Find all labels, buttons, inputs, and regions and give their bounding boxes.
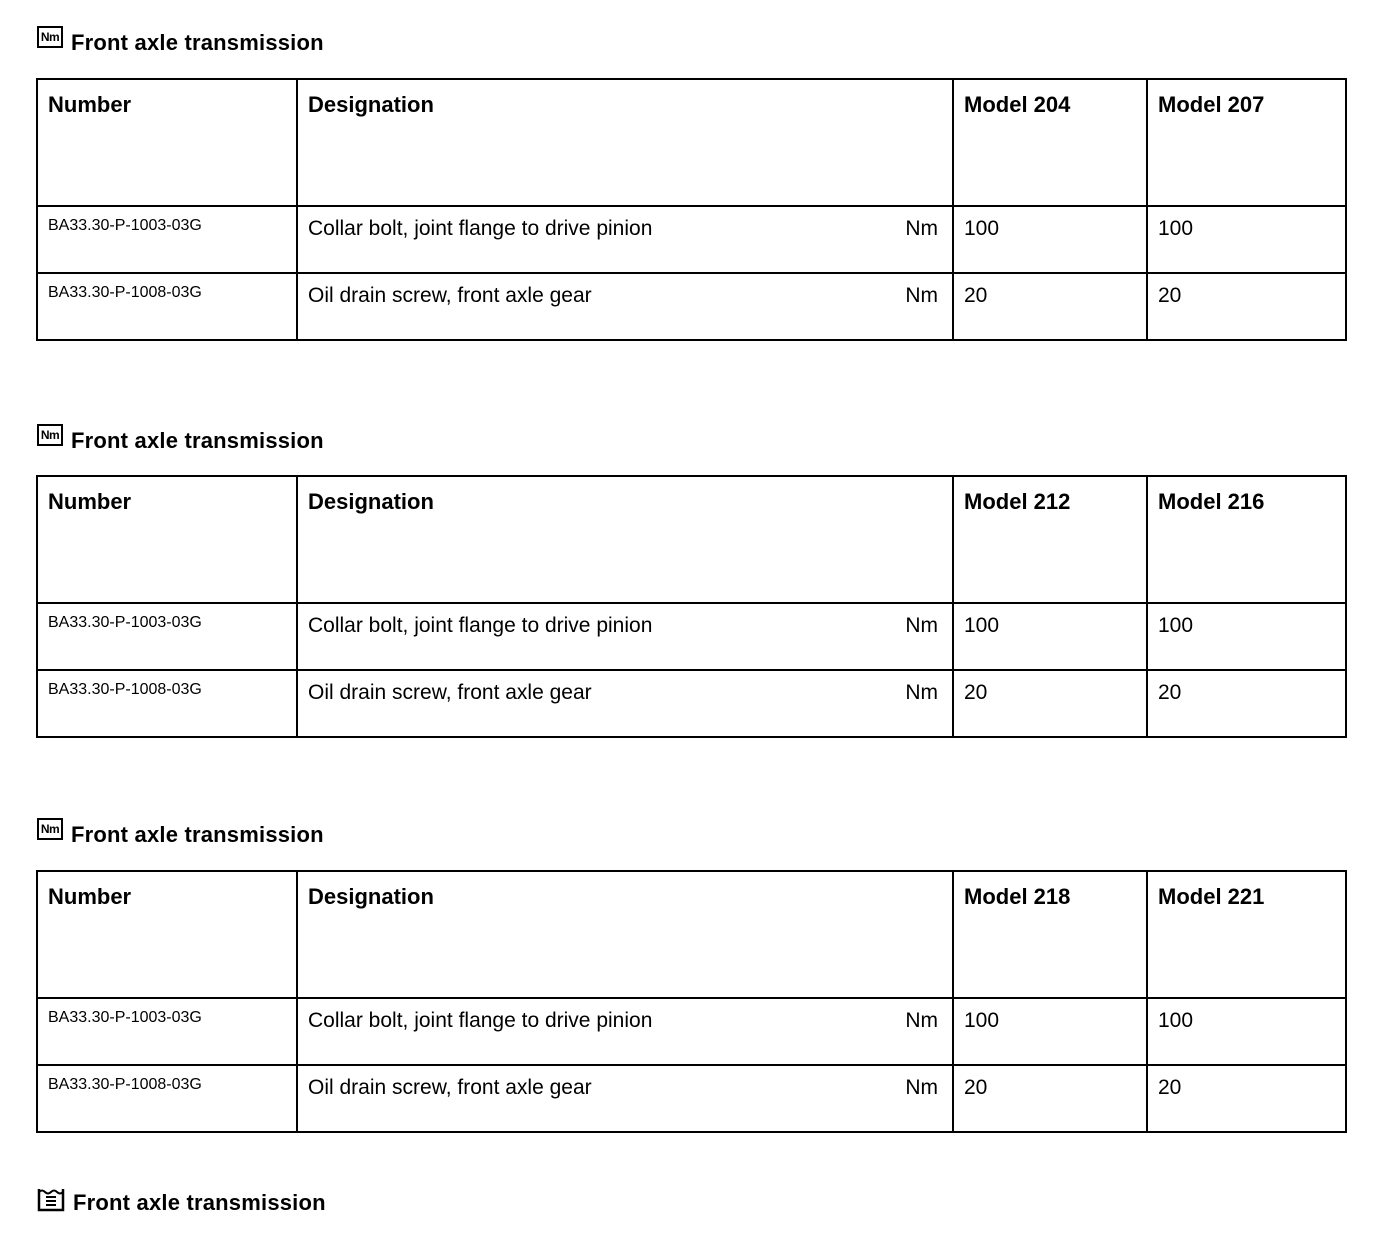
row-designation [297,1065,953,1132]
row-model-a-value: 20 [953,1065,1147,1132]
row-model-a-value: 100 [953,998,1147,1065]
header-model-b: Model 221 [1147,871,1346,998]
row-number-link[interactable]: BA33.30-P-1008-03G [37,670,297,737]
row-number-link[interactable]: BA33.30-P-1008-03G [37,273,297,340]
row-designation [297,206,953,273]
row-model-b-value: 20 [1147,1065,1346,1132]
section-title-text: Front axle transmission [73,1190,326,1215]
row-number-link[interactable]: BA33.30-P-1003-03G [37,206,297,273]
row-model-b-value: 100 [1147,998,1346,1065]
row-model-b-value: 20 [1147,670,1346,737]
header-designation: Designation [297,79,953,206]
row-model-a-value: 20 [953,273,1147,340]
row-model-b-value: 100 [1147,603,1346,670]
unit-text: Nm [905,1009,938,1032]
header-model-a: Model 218 [953,871,1147,998]
row-number-link[interactable]: BA33.30-P-1008-03G [37,1065,297,1132]
torque-table-1 [36,78,1347,341]
designation-text: Collar bolt, joint flange to drive pinion [308,1009,653,1032]
row-model-b-value: 20 [1147,273,1346,340]
torque-table-3 [36,870,1347,1133]
row-number-link[interactable]: BA33.30-P-1003-03G [37,998,297,1065]
row-model-a-value: 20 [953,670,1147,737]
row-designation [297,603,953,670]
row-number-link[interactable]: BA33.30-P-1003-03G [37,603,297,670]
table-row [37,273,1346,340]
unit-text: Nm [905,614,938,637]
row-designation [297,670,953,737]
table-row [37,670,1346,737]
header-number: Number [37,476,297,603]
unit-text: Nm [905,284,938,307]
fluid-capacity-icon [37,1186,65,1212]
section-title-text: Front axle transmission [71,428,324,453]
unit-text: Nm [905,681,938,704]
section-3-title [37,822,324,848]
section-title-text: Front axle transmission [71,822,324,847]
torque-nm-icon: Nm [37,818,63,840]
header-number: Number [37,871,297,998]
row-designation [297,998,953,1065]
header-model-a: Model 204 [953,79,1147,206]
header-model-b: Model 207 [1147,79,1346,206]
torque-nm-icon: Nm [37,26,63,48]
section-2-title [37,428,324,454]
row-model-b-value: 100 [1147,206,1346,273]
designation-text: Collar bolt, joint flange to drive pinion [308,614,653,637]
row-model-a-value: 100 [953,206,1147,273]
section-4-title [37,1190,326,1216]
table-row [37,1065,1346,1132]
header-model-b: Model 216 [1147,476,1346,603]
designation-text: Oil drain screw, front axle gear [308,1076,592,1099]
header-designation: Designation [297,871,953,998]
table-row [37,206,1346,273]
table-header-row [37,476,1346,603]
row-designation [297,273,953,340]
section-1-title [37,30,324,56]
table-row [37,603,1346,670]
torque-table-2 [36,475,1347,738]
designation-text: Oil drain screw, front axle gear [308,284,592,307]
torque-nm-icon: Nm [37,424,63,446]
section-title-text: Front axle transmission [71,30,324,55]
table-row [37,998,1346,1065]
header-model-a: Model 212 [953,476,1147,603]
row-model-a-value: 100 [953,603,1147,670]
unit-text: Nm [905,217,938,240]
designation-text: Collar bolt, joint flange to drive pinion [308,217,653,240]
header-designation: Designation [297,476,953,603]
table-header-row [37,79,1346,206]
header-number: Number [37,79,297,206]
unit-text: Nm [905,1076,938,1099]
designation-text: Oil drain screw, front axle gear [308,681,592,704]
table-header-row [37,871,1346,998]
